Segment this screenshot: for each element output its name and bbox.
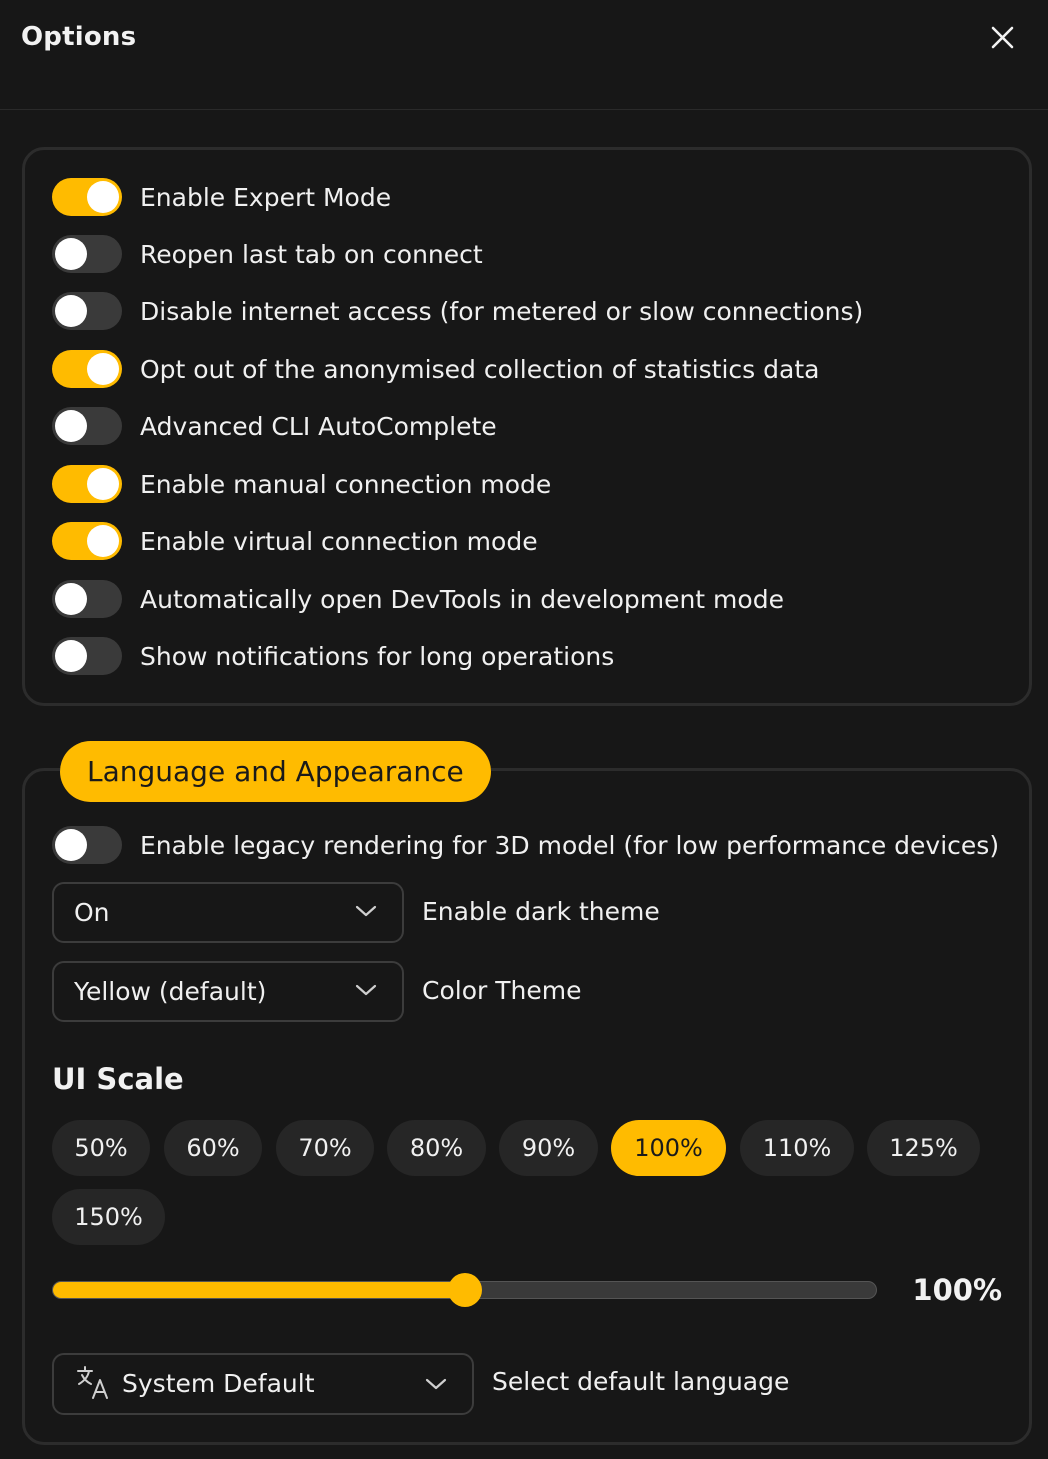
scale-option-60[interactable]: 60%	[164, 1120, 262, 1176]
option-opt-out-statistics	[52, 349, 819, 389]
option-disable-internet	[52, 291, 863, 331]
manual-connection-toggle[interactable]	[52, 465, 122, 503]
option-long-operation-notifications	[52, 636, 614, 676]
toggle-knob	[55, 410, 87, 442]
color-theme-value: Yellow (default)	[74, 977, 267, 1006]
cli-autocomplete-label: Advanced CLI AutoComplete	[140, 411, 497, 441]
toggle-knob	[55, 640, 87, 672]
chevron-down-icon	[355, 983, 377, 997]
section-title-language-appearance: Language and Appearance	[60, 741, 491, 802]
ui-scale-slider-fill	[53, 1282, 466, 1298]
manual-connection-label: Enable manual connection mode	[140, 469, 552, 499]
dark-theme-select[interactable]	[52, 882, 404, 943]
dialog-header	[0, 0, 1048, 110]
toggle-knob	[55, 583, 87, 615]
dark-theme-label: Enable dark theme	[422, 897, 660, 926]
option-open-devtools	[52, 579, 784, 619]
toggle-knob	[55, 829, 87, 861]
ui-scale-value: 100%	[912, 1273, 1002, 1307]
expert-mode-toggle[interactable]	[52, 178, 122, 216]
scale-option-80[interactable]: 80%	[387, 1120, 486, 1176]
open-devtools-toggle[interactable]	[52, 580, 122, 618]
appearance-panel	[22, 768, 1032, 1445]
scale-option-110[interactable]: 110%	[740, 1120, 854, 1176]
option-virtual-connection	[52, 521, 538, 561]
virtual-connection-label: Enable virtual connection mode	[140, 526, 538, 556]
dark-theme-value: On	[74, 898, 110, 927]
scale-option-50[interactable]: 50%	[52, 1120, 150, 1176]
opt-out-statistics-label: Opt out of the anonymised collection of statistics data	[140, 354, 820, 384]
ui-scale-title: UI Scale	[52, 1062, 184, 1096]
toggle-knob	[87, 525, 119, 557]
chevron-down-icon	[425, 1377, 447, 1391]
toggle-knob	[55, 295, 87, 327]
toggle-knob	[55, 238, 87, 270]
scale-option-100[interactable]: 100%	[611, 1120, 726, 1176]
option-manual-connection	[52, 464, 551, 504]
language-select[interactable]	[52, 1353, 474, 1415]
long-operation-notifications-toggle[interactable]	[52, 637, 122, 675]
ui-scale-slider-thumb[interactable]	[448, 1273, 482, 1307]
scale-option-125[interactable]: 125%	[867, 1120, 980, 1176]
legacy-rendering-toggle[interactable]	[52, 826, 122, 864]
close-icon	[982, 18, 1022, 58]
color-theme-label: Color Theme	[422, 976, 582, 1005]
toggle-knob	[87, 353, 119, 385]
option-legacy-rendering	[52, 825, 999, 865]
disable-internet-toggle[interactable]	[52, 292, 122, 330]
open-devtools-label: Automatically open DevTools in development mode	[140, 584, 784, 614]
language-label: Select default language	[492, 1367, 790, 1396]
toggle-knob	[87, 181, 119, 213]
option-reopen-last-tab	[52, 234, 483, 274]
virtual-connection-toggle[interactable]	[52, 522, 122, 560]
scale-option-150[interactable]: 150%	[52, 1189, 165, 1245]
color-theme-select[interactable]	[52, 961, 404, 1022]
scale-option-70[interactable]: 70%	[276, 1120, 374, 1176]
option-cli-autocomplete	[52, 406, 497, 446]
chevron-down-icon	[355, 904, 377, 918]
opt-out-statistics-toggle[interactable]	[52, 350, 122, 388]
translate-icon	[76, 1365, 110, 1401]
reopen-last-tab-label: Reopen last tab on connect	[140, 239, 483, 269]
option-expert-mode	[52, 177, 391, 217]
language-value: System Default	[122, 1369, 315, 1398]
close-button[interactable]	[982, 18, 1022, 58]
legacy-rendering-label: Enable legacy rendering for 3D model (for low performance devices)	[140, 830, 1000, 860]
expert-mode-label: Enable Expert Mode	[140, 182, 392, 212]
dialog-title: Options	[21, 22, 137, 52]
scale-option-90[interactable]: 90%	[499, 1120, 598, 1176]
cli-autocomplete-toggle[interactable]	[52, 407, 122, 445]
disable-internet-label: Disable internet access (for metered or slow connections)	[140, 296, 864, 326]
reopen-last-tab-toggle[interactable]	[52, 235, 122, 273]
long-operation-notifications-label: Show notifications for long operations	[140, 641, 615, 671]
toggle-knob	[87, 468, 119, 500]
